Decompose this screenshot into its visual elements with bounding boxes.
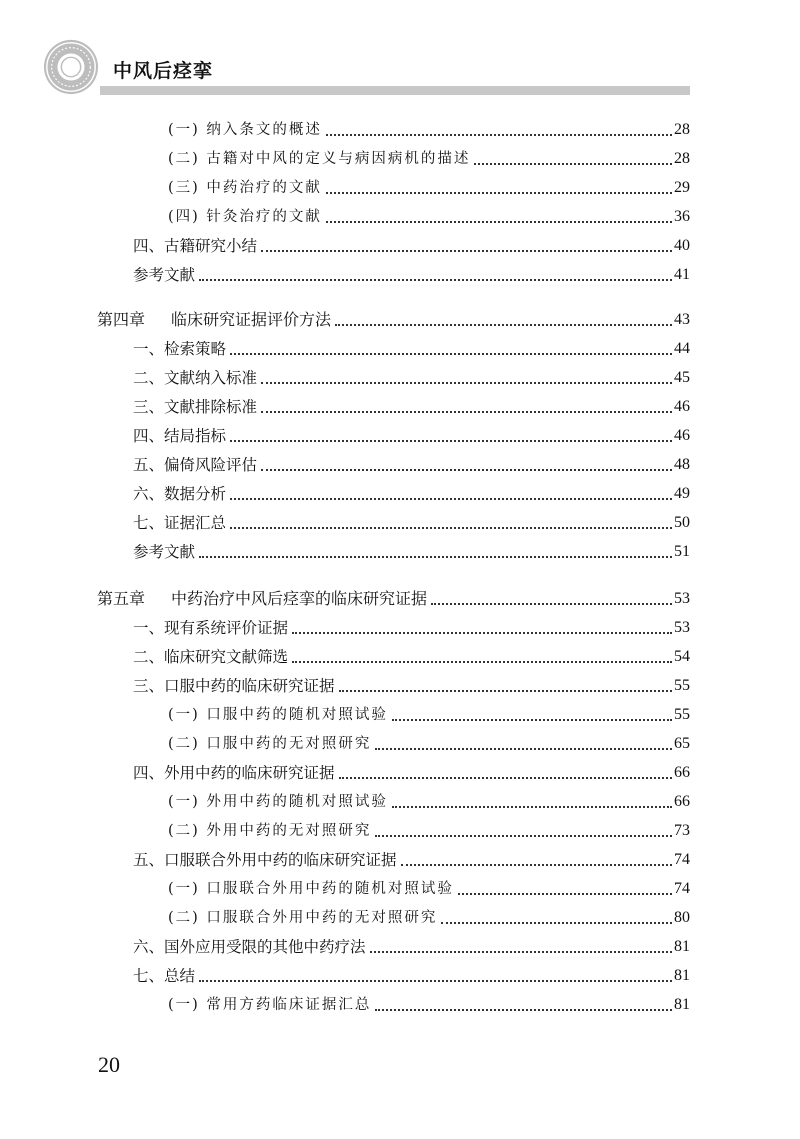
toc-entry-page: 54 [674,648,690,665]
toc-entry-label: 二、临床研究文献筛选 [133,648,289,666]
dot-leader [326,134,672,136]
toc-entry[interactable] [133,670,690,696]
page-number: 20 [98,1052,120,1077]
toc-entry-page: 41 [674,266,690,283]
toc-entry-page: 66 [674,793,690,810]
toc-entry-page: 73 [674,822,690,839]
toc-entry-label: (一) 口服中药的随机对照试验 [168,707,388,723]
toc-entry-page: 53 [674,619,690,636]
toc-entry-page: 80 [674,909,690,926]
toc-entry[interactable] [133,931,690,957]
toc-entry[interactable] [133,960,690,986]
toc-entry-page: 28 [674,150,690,167]
toc-entry-label: 七、总结 [133,967,196,985]
dot-leader [335,324,672,326]
decorative-emblem-icon [42,38,100,96]
toc-entry-page: 49 [674,485,690,502]
toc-entry-page: 65 [674,735,690,752]
toc-entry[interactable] [133,612,690,638]
toc-entry-label: (一) 纳入条文的概述 [168,122,322,138]
toc-entry[interactable] [168,902,690,928]
toc-entry[interactable] [133,362,690,388]
toc-entry-label: 五、偏倚风险评估 [133,456,258,474]
toc-entry-label: 六、国外应用受限的其他中药疗法 [133,938,366,956]
toc-entry-label: 一、检索策略 [133,340,227,358]
toc-chapter-entry[interactable] [97,583,690,609]
toc-entry-page: 55 [674,706,690,723]
toc-entry[interactable] [133,536,690,562]
dot-leader [292,661,672,663]
dot-leader [199,980,672,982]
dot-leader [401,864,672,866]
toc-entry[interactable] [133,757,690,783]
toc-entry-label: 四、古籍研究小结 [133,237,258,255]
toc-entry[interactable] [133,333,690,359]
running-header [0,0,800,110]
dot-leader [230,527,672,529]
toc-entry-page: 29 [674,179,690,196]
toc-entry-label: 三、文献排除标准 [133,398,258,416]
dot-leader [199,556,672,558]
toc-entry-label [97,589,429,609]
toc-entry-label: (二) 外用中药的无对照研究 [168,823,372,839]
toc-entry[interactable] [168,172,690,198]
toc-entry-page: 48 [674,456,690,473]
toc-entry-label: (一) 常用方药临床证据汇总 [168,997,372,1013]
toc-entry-page: 44 [674,340,690,357]
toc-entry[interactable] [133,449,690,475]
toc-entry-page: 74 [674,851,690,868]
toc-entry-label [97,310,333,330]
toc-entry[interactable] [168,989,690,1015]
toc-entry-page: 46 [674,398,690,415]
dot-leader [375,748,672,750]
dot-leader [375,835,672,837]
toc-entry-page: 66 [674,764,690,781]
header-rule [100,86,690,95]
toc-entry-label: (一) 口服联合外用中药的随机对照试验 [168,881,454,897]
toc-entry-page: 51 [674,543,690,560]
toc-entry-label: 七、证据汇总 [133,514,227,532]
toc-entry[interactable] [133,641,690,667]
toc-entry[interactable] [133,230,690,256]
dot-leader [230,498,672,500]
dot-leader [370,951,672,953]
toc-entry[interactable] [133,420,690,446]
toc-entry-label: 三、口服中药的临床研究证据 [133,677,335,695]
toc-entry-page: 81 [674,996,690,1013]
dot-leader [230,353,672,355]
toc-entry[interactable] [168,728,690,754]
toc-entry[interactable] [133,391,690,417]
toc-entry-page: 81 [674,938,690,955]
toc-chapter-entry[interactable] [97,304,690,330]
toc-entry-label: (三) 中药治疗的文献 [168,180,322,196]
toc-entry-label: 五、口服联合外用中药的临床研究证据 [133,851,397,869]
toc-entry-label: (二) 口服联合外用中药的无对照研究 [168,910,438,926]
toc-entry-label: (四) 针灸治疗的文献 [168,209,322,225]
toc-entry-page: 36 [674,208,690,225]
toc-entry-page: 28 [674,121,690,138]
dot-leader [230,440,672,442]
toc-entry-label: 二、文献纳入标准 [133,369,258,387]
toc-entry-label: 四、外用中药的临床研究证据 [133,764,335,782]
toc-entry-label: 参考文献 [133,543,196,561]
toc-entry-label: 四、结局指标 [133,427,227,445]
dot-leader [392,806,672,808]
dot-leader [431,603,672,605]
dot-leader [261,250,672,252]
toc-entry-label: 一、现有系统评价证据 [133,619,289,637]
toc-entry-page: 55 [674,677,690,694]
toc-entry-label: (一) 外用中药的随机对照试验 [168,794,388,810]
toc-entry[interactable] [168,873,690,899]
dot-leader [474,163,672,165]
toc-entry[interactable] [133,507,690,533]
toc-entry-page: 45 [674,369,690,386]
dot-leader [339,777,672,779]
toc-entry[interactable] [168,201,690,227]
toc-entry[interactable] [133,478,690,504]
toc-entry-page: 53 [674,590,690,607]
chapter-title: 中药治疗中风后痉挛的临床研究证据 [171,589,428,608]
toc-entry[interactable] [133,844,690,870]
dot-leader [261,411,672,413]
toc-entry-page: 43 [674,311,690,328]
toc-entry[interactable] [168,815,690,841]
toc-entry-label: (二) 口服中药的无对照研究 [168,736,372,752]
chapter-number: 第四章 [97,310,146,329]
dot-leader [292,632,672,634]
toc-entry-page: 40 [674,237,690,254]
dot-leader [326,192,672,194]
toc-entry[interactable] [133,259,690,285]
dot-leader [261,382,672,384]
chapter-number: 第五章 [97,589,146,608]
toc-entry-page: 50 [674,514,690,531]
toc-entry-page: 46 [674,427,690,444]
toc-entry[interactable] [168,114,690,140]
dot-leader [392,719,672,721]
toc-entry-label: (二) 古籍对中风的定义与病因病机的描述 [168,151,471,167]
toc-entry-label: 参考文献 [133,266,196,284]
dot-leader [199,279,672,281]
toc-entry[interactable] [168,143,690,169]
toc-entry-label: 六、数据分析 [133,485,227,503]
book-title: 中风后痉挛 [113,60,214,82]
dot-leader [339,690,672,692]
dot-leader [261,469,672,471]
toc-entry[interactable] [168,699,690,725]
toc-entry-page: 74 [674,880,690,897]
toc-entry[interactable] [168,786,690,812]
dot-leader [375,1009,672,1011]
dot-leader [326,221,672,223]
dot-leader [441,922,672,924]
dot-leader [458,893,672,895]
chapter-title: 临床研究证据评价方法 [171,310,332,329]
toc-entry-page: 81 [674,967,690,984]
